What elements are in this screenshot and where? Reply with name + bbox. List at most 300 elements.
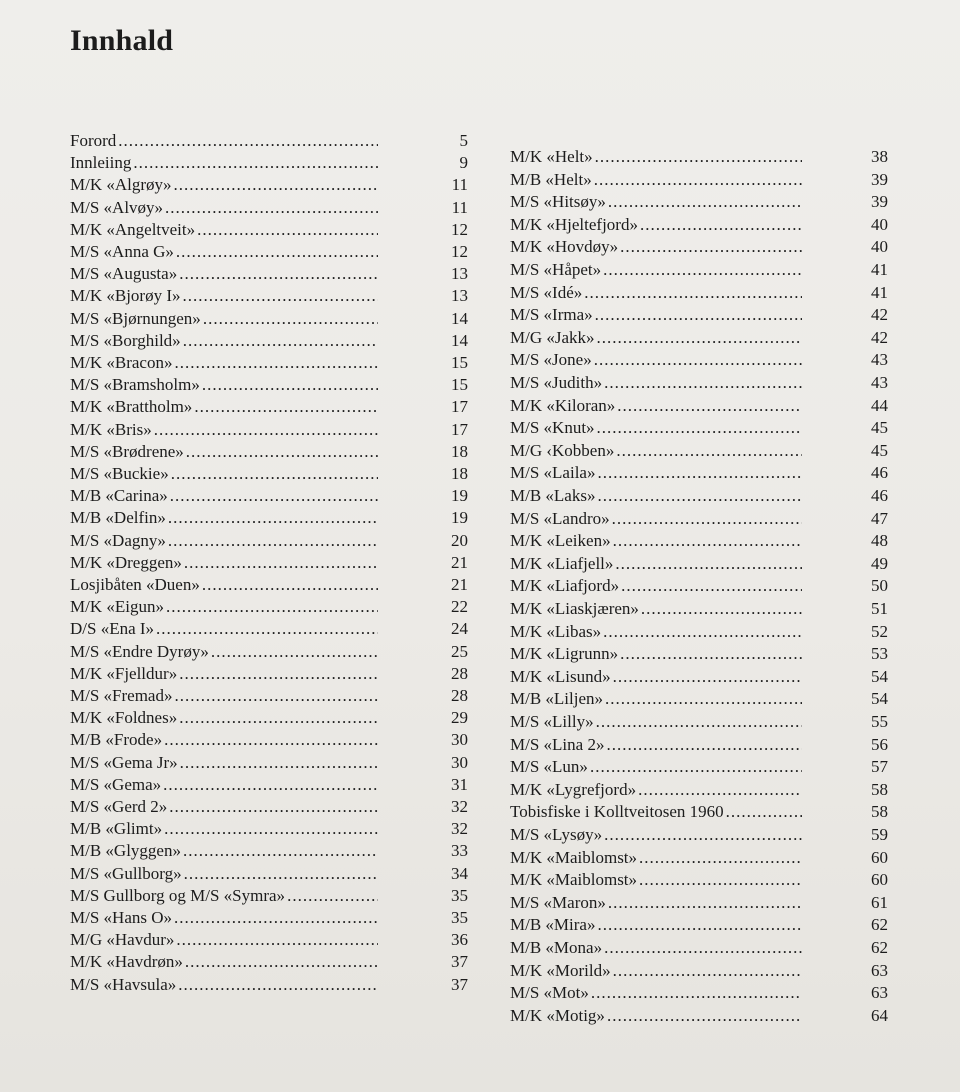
toc-entry-title: M/K «Libas» (510, 621, 602, 641)
toc-entry (70, 574, 468, 596)
dot-leader (174, 685, 378, 707)
dot-leader (185, 951, 378, 973)
toc-entry (70, 219, 468, 241)
dot-leader (168, 507, 378, 529)
toc-entry-page-number: 50 (871, 576, 888, 596)
toc-entry (70, 507, 468, 529)
toc-entry-title: Forord (70, 131, 117, 150)
toc-entry (70, 618, 468, 640)
toc-entry-title: Tobisfiske i Kolltveitosen 1960 (510, 802, 724, 822)
toc-entry-page-number: 45 (871, 418, 888, 438)
toc-entry-title: M/S «Bramsholm» (70, 375, 200, 395)
toc-entry-title: M/K «Kiloran» (510, 395, 616, 415)
toc-entry-page-number: 9 (459, 153, 468, 173)
toc-entry (510, 395, 888, 417)
dot-leader (166, 596, 378, 618)
toc-entry-page-number: 43 (871, 373, 888, 392)
dot-leader (180, 752, 378, 774)
toc-entry-page-number: 42 (871, 305, 888, 325)
dot-leader (638, 779, 802, 801)
toc-entry-page-number: 59 (871, 825, 888, 844)
toc-entry-title: M/S «Mot» (510, 983, 589, 1003)
toc-entry-title: M/K «Hovdøy» (510, 237, 619, 257)
toc-entry (510, 598, 888, 620)
toc-entry (510, 259, 888, 281)
toc-entry (70, 685, 468, 707)
toc-entry (70, 485, 468, 507)
toc-entry-title: M/K «Havdrøn» (70, 952, 183, 972)
dot-leader (607, 1005, 802, 1027)
dot-leader (183, 840, 378, 862)
toc-entry (510, 801, 888, 823)
dot-leader (603, 259, 802, 281)
dot-leader (171, 463, 378, 485)
toc-entry-page-number: 14 (451, 330, 468, 350)
toc-entry-title: M/K «Eigun» (70, 597, 164, 617)
toc-entry (510, 553, 888, 575)
dot-leader (168, 530, 378, 552)
toc-entry-page-number: 35 (451, 908, 468, 927)
toc-entry-title: M/S «Lysøy» (510, 825, 603, 844)
toc-entry (510, 191, 888, 213)
dot-leader (603, 621, 802, 643)
dot-leader (176, 929, 378, 951)
toc-entry-page-number: 37 (451, 952, 468, 972)
dot-leader (194, 396, 378, 418)
toc-entry-page-number: 11 (451, 197, 468, 217)
toc-entry (510, 169, 888, 191)
toc-entry-title: M/S «Maron» (510, 892, 606, 912)
toc-entry (70, 752, 468, 774)
toc-entry-page-number: 32 (451, 819, 468, 839)
toc-entry-page-number: 17 (451, 419, 468, 439)
toc-entry-page-number: 24 (451, 619, 468, 639)
toc-entry (70, 263, 468, 285)
dot-leader (184, 863, 378, 885)
dot-leader (608, 892, 802, 914)
dot-leader (154, 419, 378, 441)
dot-leader (726, 801, 802, 823)
toc-entry-page-number: 52 (871, 621, 888, 641)
dot-leader (169, 796, 378, 818)
dot-leader (164, 729, 378, 751)
toc-entry-title: M/S «Dagny» (70, 530, 166, 550)
dot-leader (590, 756, 802, 778)
dot-leader (176, 241, 378, 263)
toc-entry-page-number: 40 (871, 214, 888, 234)
toc-entry-page-number: 13 (451, 264, 468, 284)
toc-entry-title: M/S «Gerd 2» (70, 797, 168, 816)
toc-entry-page-number: 25 (451, 641, 468, 661)
toc-entry (510, 734, 888, 756)
toc-entry-title: M/S «Hans O» (70, 908, 173, 927)
toc-entry (510, 485, 888, 507)
dot-leader (604, 937, 802, 959)
toc-entry-page-number: 22 (451, 597, 468, 617)
dot-leader (174, 907, 378, 929)
toc-entry-title: M/S «Judith» (510, 373, 603, 392)
dot-leader (595, 146, 802, 168)
toc-entry (510, 960, 888, 982)
toc-entry (70, 463, 468, 485)
toc-entry-title: Innleiing (70, 153, 132, 173)
toc-entry-title: M/K «Foldnes» (70, 708, 178, 728)
toc-entry (510, 327, 888, 349)
toc-entry (70, 197, 468, 219)
toc-entry (510, 892, 888, 914)
toc-entry-page-number: 41 (871, 260, 888, 279)
toc-entry-page-number: 54 (871, 666, 888, 686)
toc-entry-title: M/S «Håpet» (510, 260, 602, 279)
toc-entry-title: M/B «Frode» (70, 730, 163, 750)
dot-leader (597, 417, 802, 439)
toc-entry-title: M/S «Laila» (510, 463, 596, 483)
toc-entry-title: M/K «Leiken» (510, 531, 611, 551)
toc-entry (510, 621, 888, 643)
toc-entry-page-number: 41 (871, 282, 888, 302)
toc-entry-page-number: 53 (871, 644, 888, 664)
toc-entry (510, 530, 888, 552)
toc-entry-title: M/S «Gullborg» (70, 863, 182, 883)
dot-leader (620, 236, 802, 258)
dot-leader (165, 197, 378, 219)
toc-entry-title: M/B «Mira» (510, 915, 596, 935)
toc-entry (510, 372, 888, 394)
toc-entry-page-number: 55 (871, 712, 888, 731)
dot-leader (617, 395, 802, 417)
toc-entry-page-number: 63 (871, 983, 888, 1003)
toc-entry-title: M/K «Maiblomst» (510, 847, 638, 867)
dot-leader (203, 308, 378, 330)
toc-entry-title: M/B «Glyggen» (70, 841, 181, 861)
dot-leader (183, 330, 378, 352)
toc-entry-title: M/K «Liafjord» (510, 576, 620, 596)
dot-leader (184, 552, 378, 574)
toc-entry-page-number: 32 (451, 797, 468, 816)
toc-entry-page-number: 37 (451, 974, 468, 994)
toc-entry-title: M/S «Idé» (510, 282, 583, 302)
toc-entry-title: M/K «Fjelldur» (70, 663, 178, 683)
toc-entry (510, 847, 888, 869)
toc-entry-page-number: 5 (459, 131, 468, 150)
toc-entry-page-number: 51 (871, 599, 888, 618)
toc-entry (510, 666, 888, 688)
toc-entry-title: M/K «Liaskjæren» (510, 599, 639, 618)
toc-entry-title: M/K «Maiblomst» (510, 870, 638, 890)
dot-leader (613, 530, 802, 552)
toc-entry (510, 982, 888, 1004)
dot-leader (608, 191, 802, 213)
toc-entry-page-number: 44 (871, 395, 888, 415)
dot-leader (596, 711, 802, 733)
toc-entry (70, 885, 468, 907)
toc-entry-title: M/S «Augusta» (70, 264, 178, 284)
toc-entry (70, 663, 468, 685)
toc-entry (510, 937, 888, 959)
toc-entry-title: M/S «Havsula» (70, 974, 177, 994)
toc-entry (510, 304, 888, 326)
toc-entry-title: M/B «Helt» (510, 169, 592, 189)
toc-entry-page-number: 42 (871, 327, 888, 347)
toc-entry-page-number: 61 (871, 892, 888, 912)
dot-leader (183, 285, 379, 307)
toc-entry-page-number: 39 (871, 192, 888, 212)
toc-entry-page-number: 17 (451, 397, 468, 417)
toc-entry (70, 152, 468, 174)
dot-leader (615, 553, 802, 575)
toc-entry-page-number: 18 (451, 464, 468, 483)
toc-entry-page-number: 49 (871, 553, 888, 573)
dot-leader (584, 282, 802, 304)
toc-entry-title: M/K «Liafjell» (510, 553, 614, 573)
page-title: Innhald (70, 24, 174, 57)
toc-entry-title: M/S «Anna G» (70, 242, 174, 261)
toc-entry (70, 130, 468, 152)
toc-entry-title: M/K «Dreggen» (70, 552, 182, 572)
toc-entry-title: Losjibåten «Duen» (70, 575, 200, 594)
toc-entry (510, 824, 888, 846)
toc-entry-title: M/K «Bjorøy I» (70, 286, 181, 306)
dot-leader (604, 824, 802, 846)
toc-entry-title: M/S «Alvøy» (70, 197, 164, 217)
toc-entry (70, 308, 468, 330)
toc-entry-page-number: 45 (871, 440, 888, 460)
dot-leader (179, 263, 378, 285)
dot-leader (613, 666, 802, 688)
dot-leader (178, 974, 378, 996)
toc-entry (70, 929, 468, 951)
toc-entry (510, 711, 888, 733)
toc-entry-title: M/S «Buckie» (70, 464, 169, 483)
toc-entry (70, 285, 468, 307)
toc-entry (510, 1005, 888, 1027)
toc-entry-page-number: 14 (451, 308, 468, 328)
toc-entry-title: M/K «Bracon» (70, 353, 173, 372)
toc-entry-title: M/S «Lilly» (510, 712, 594, 731)
dot-leader (118, 130, 378, 152)
toc-entry-page-number: 13 (451, 286, 468, 306)
toc-entry-title: M/B «Delfin» (70, 508, 166, 528)
dot-leader (604, 372, 802, 394)
toc-entry (70, 818, 468, 840)
toc-entry-title: M/S «Jone» (510, 350, 592, 370)
dot-leader (164, 818, 378, 840)
dot-leader (186, 441, 378, 463)
toc-entry-page-number: 36 (451, 930, 468, 950)
toc-entry-page-number: 46 (871, 463, 888, 483)
dot-leader (174, 174, 378, 196)
toc-entry (510, 756, 888, 778)
toc-entry-page-number: 11 (451, 175, 468, 195)
toc-entry (510, 914, 888, 936)
toc-entry-page-number: 20 (451, 530, 468, 550)
toc-entry-title: M/S «Gema» (70, 774, 162, 794)
toc-entry (510, 282, 888, 304)
toc-entry-page-number: 60 (871, 847, 888, 867)
toc-entry (70, 441, 468, 463)
dot-leader (605, 688, 802, 710)
toc-entry-page-number: 19 (451, 486, 468, 506)
toc-entry-page-number: 62 (871, 938, 888, 957)
dot-leader (616, 440, 802, 462)
toc-entry-page-number: 30 (451, 752, 468, 772)
toc-entry-title: M/K «Lygrefjord» (510, 779, 637, 799)
dot-leader (133, 152, 378, 174)
toc-entry-title: M/S «Borghild» (70, 330, 181, 350)
toc-entry-page-number: 15 (451, 375, 468, 395)
toc-entry-title: M/S «Lina 2» (510, 734, 605, 754)
toc-entry (70, 907, 468, 929)
dot-leader (174, 352, 378, 374)
toc-entry-title: M/B «Carina» (70, 486, 168, 506)
toc-entry (70, 174, 468, 196)
toc-entry-title: M/K «Ligrunn» (510, 644, 619, 664)
toc-entry (70, 840, 468, 862)
toc-entry-page-number: 63 (871, 960, 888, 980)
dot-leader (597, 327, 802, 349)
toc-entry-title: M/S Gullborg og M/S «Symra» (70, 885, 286, 905)
toc-entry (70, 330, 468, 352)
toc-entry (510, 643, 888, 665)
toc-entry (510, 417, 888, 439)
toc-entry (70, 241, 468, 263)
toc-entry-page-number: 34 (451, 863, 468, 883)
toc-entry-page-number: 21 (451, 575, 468, 594)
toc-entry (510, 214, 888, 236)
dot-leader (641, 598, 802, 620)
toc-entry (510, 869, 888, 891)
toc-entry-page-number: 64 (871, 1005, 888, 1025)
dot-leader (597, 462, 802, 484)
dot-leader (591, 982, 802, 1004)
dot-leader (179, 663, 378, 685)
toc-entry-title: M/S «Gema Jr» (70, 752, 178, 772)
dot-leader (163, 774, 378, 796)
dot-leader (621, 575, 802, 597)
toc-entry (70, 530, 468, 552)
toc-entry (70, 374, 468, 396)
toc-entry-title: M/K «Motig» (510, 1005, 605, 1025)
toc-entry-title: M/S «Brødrene» (70, 441, 184, 461)
toc-entry-title: M/G «Havdur» (70, 930, 175, 950)
dot-leader (597, 485, 802, 507)
toc-entry-title: M/S «Irma» (510, 305, 593, 325)
dot-leader (613, 960, 802, 982)
toc-entry (510, 575, 888, 597)
toc-entry (70, 396, 468, 418)
toc-entry-page-number: 28 (451, 686, 468, 705)
toc-entry (70, 707, 468, 729)
toc-entry (70, 419, 468, 441)
toc-entry-page-number: 12 (451, 219, 468, 239)
toc-entry-title: M/S «Lun» (510, 757, 588, 777)
toc-entry-title: M/K «Helt» (510, 147, 593, 166)
dot-leader (639, 847, 802, 869)
toc-entry-page-number: 60 (871, 870, 888, 890)
toc-entry (70, 729, 468, 751)
toc-entry-title: M/K «Brattholm» (70, 397, 193, 417)
toc-entry (510, 146, 888, 168)
toc-entry-page-number: 15 (451, 353, 468, 372)
dot-leader (202, 374, 378, 396)
dot-leader (606, 734, 802, 756)
toc-entry-title: M/S «Hitsøy» (510, 192, 606, 212)
toc-entry-title: M/S «Bjørnungen» (70, 308, 201, 328)
toc-entry-title: M/G «Jakk» (510, 327, 595, 347)
toc-entry-page-number: 28 (451, 663, 468, 683)
dot-leader (639, 869, 802, 891)
toc-entry-title: M/K «Algrøy» (70, 175, 172, 195)
toc-entry-page-number: 62 (871, 915, 888, 935)
toc-entry-title: M/G ‹Kobben» (510, 440, 615, 460)
toc-entry-page-number: 30 (451, 730, 468, 750)
toc-entry (510, 462, 888, 484)
toc-entry-page-number: 21 (451, 552, 468, 572)
toc-entry-title: M/B «Laks» (510, 486, 596, 505)
toc-entry-title: M/S «Endre Dyrøy» (70, 641, 209, 661)
dot-leader (640, 214, 802, 236)
dot-leader (594, 349, 802, 371)
toc-entry-title: M/K «Lisund» (510, 666, 611, 686)
toc-entry-page-number: 39 (871, 169, 888, 189)
toc-entry (70, 596, 468, 618)
toc-entry-page-number: 56 (871, 734, 888, 754)
toc-entry-title: M/S «Knut» (510, 418, 595, 438)
toc-entry (510, 779, 888, 801)
dot-leader (156, 618, 378, 640)
toc-entry-title: D/S «Ena I» (70, 619, 155, 639)
toc-entry-page-number: 12 (451, 242, 468, 261)
toc-entry (510, 236, 888, 258)
toc-entry (510, 440, 888, 462)
dot-leader (612, 508, 802, 530)
toc-entry (70, 352, 468, 374)
toc-entry (70, 863, 468, 885)
toc-entry-page-number: 19 (451, 508, 468, 528)
dot-leader (597, 914, 802, 936)
toc-entry-page-number: 58 (871, 802, 888, 822)
toc-entry-page-number: 47 (871, 508, 888, 528)
toc-entry-title: M/K «Hjeltefjord» (510, 214, 638, 234)
toc-entry-page-number: 33 (451, 841, 468, 861)
dot-leader (594, 169, 802, 191)
toc-entry-page-number: 40 (871, 237, 888, 257)
dot-leader (620, 643, 802, 665)
toc-entry-page-number: 38 (871, 147, 888, 166)
toc-entry-title: M/K «Bris» (70, 419, 152, 439)
toc-entry-page-number: 46 (871, 486, 888, 505)
toc-entry-page-number: 18 (451, 441, 468, 461)
dot-leader (287, 885, 378, 907)
toc-entry-title: M/B «Liljen» (510, 689, 604, 709)
dot-leader (202, 574, 378, 596)
toc-entry-page-number: 54 (871, 689, 888, 709)
toc-entry (70, 796, 468, 818)
dot-leader (211, 641, 378, 663)
toc-entry-page-number: 57 (871, 757, 888, 777)
toc-entry-page-number: 29 (451, 708, 468, 728)
toc-entry (70, 974, 468, 996)
toc-entry (70, 552, 468, 574)
toc-entry-page-number: 43 (871, 350, 888, 370)
toc-entry-title: M/B «Glimt» (70, 819, 163, 839)
dot-leader (595, 304, 802, 326)
toc-entry (70, 951, 468, 973)
toc-entry-title: M/S «Landro» (510, 508, 610, 528)
toc-entry-page-number: 58 (871, 779, 888, 799)
toc-entry (510, 349, 888, 371)
dot-leader (197, 219, 378, 241)
